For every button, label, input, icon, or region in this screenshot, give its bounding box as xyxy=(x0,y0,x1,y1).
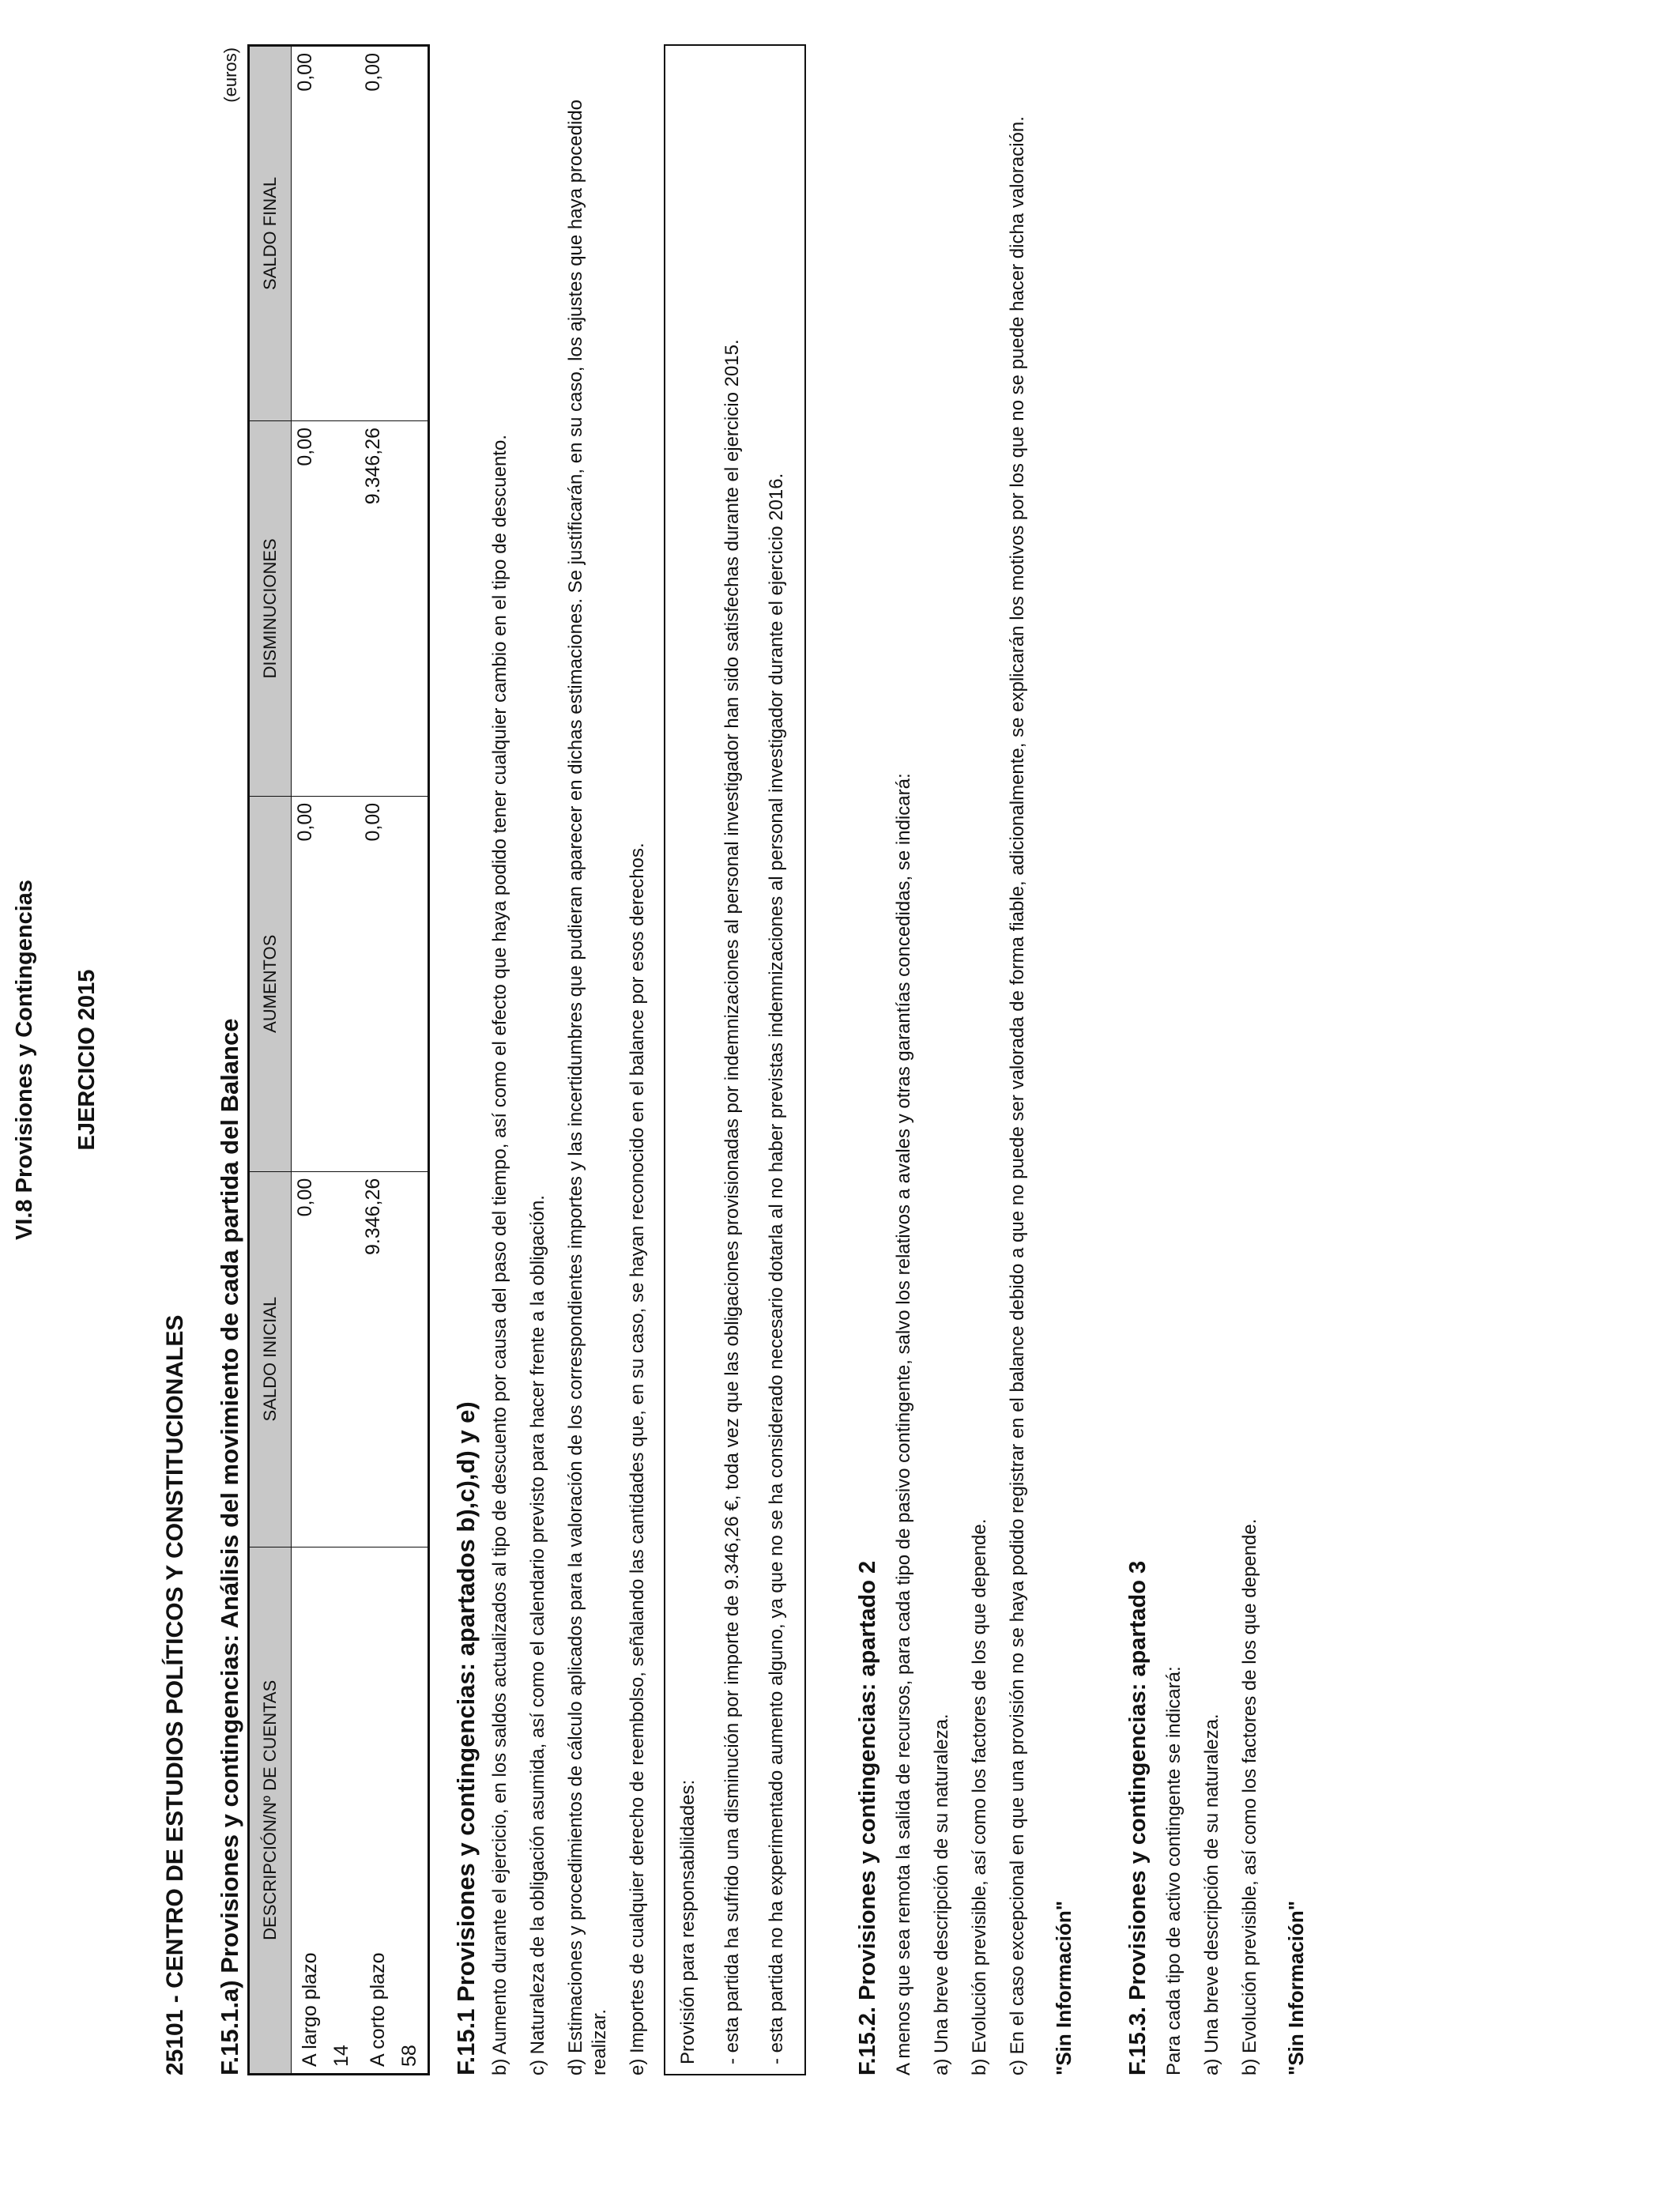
cell-saldo-final: 0,00 xyxy=(360,46,429,421)
section-3-item-a: a) Una breve descripción de su naturaleza. xyxy=(1201,1713,1222,2075)
cell-disminuciones: 9.346,26 xyxy=(360,420,429,796)
paragraph-d: d) Estimaciones y procedimientos de cálculo aplicados para la valoración de los correspondientes importes y las incertidumbres que pudieran aparecer en dichas estimaciones. Se justificarán, en su caso, los ajustes que haya procedido realizar. xyxy=(565,99,610,2075)
table-row-corto-plazo xyxy=(360,46,429,2075)
cell-saldo-final: 0,00 xyxy=(292,46,360,421)
paragraph-c: c) Naturaleza de la obligación asumida, así como el calendario previsto para hacer frente a la obligación. xyxy=(527,1195,548,2075)
entity-heading: 25101 - CENTRO DE ESTUDIOS POLÍTICOS Y CONSTITUCIONALES xyxy=(162,1314,188,2075)
responsibilities-box xyxy=(664,44,806,2075)
row-label: A corto plazo xyxy=(367,1952,389,2067)
currency-unit: (euros) xyxy=(220,47,240,103)
column-header-description: DESCRIPCIÓN/Nº DE CUENTAS xyxy=(249,1547,292,2074)
cell-aumentos: 0,00 xyxy=(360,796,429,1171)
column-header-aumentos: AUMENTOS xyxy=(249,796,292,1171)
row-account: 14 xyxy=(330,2045,352,2067)
section-3-intro: Para cada tipo de activo contingente se indicará: xyxy=(1163,1666,1185,2075)
table-header-row xyxy=(249,46,292,2075)
movements-table xyxy=(247,44,430,2075)
paragraph-b: b) Aumento durante el ejercicio, en los saldos actualizados al tipo de descuento por causa del paso del tiempo, así como el efecto que haya podido tener cualquier cambio en el tipo de descuento. xyxy=(489,435,510,2075)
row-account: 58 xyxy=(398,2045,420,2067)
section-2-item-a: a) Una breve descripción de su naturaleza. xyxy=(931,1713,952,2075)
box-line-decrease: - esta partida ha sufrido una disminución por importe de 9.346,26 €, toda vez que las obligaciones provisionadas por indemnizaciones al personal investigador han sido satisfechas durante el ejercicio 2015. xyxy=(721,339,743,2064)
section-2-item-c: c) En el caso excepcional en que una provisión no se haya podido registrar en el balance debido a que no puede ser valorada de forma fiable, adicionalmente, se explicarán los motivos por los que no se puede hacer dicha valoración. xyxy=(1007,116,1028,2075)
row-description xyxy=(292,1547,360,2074)
cell-aumentos: 0,00 xyxy=(292,796,360,1171)
document-content xyxy=(12,44,1309,2075)
section-3-title: F.15.3. Provisiones y contingencias: apartado 3 xyxy=(1125,1560,1151,2075)
box-line-no-increase: - esta partida no ha experimentado aumento alguno, ya que no se ha considerado necesario dotarla al no haber previstas indemnizaciones al personal investigador durante el ejercicio 2016. xyxy=(766,473,787,2064)
cell-saldo-inicial: 0,00 xyxy=(292,1171,360,1547)
column-header-saldo-inicial: SALDO INICIAL xyxy=(249,1171,292,1547)
box-heading: Provisión para responsabilidades: xyxy=(677,1779,699,2064)
section-2-title: F.15.2. Provisiones y contingencias: apartado 2 xyxy=(855,1560,880,2075)
cell-saldo-inicial: 9.346,26 xyxy=(360,1171,429,1547)
table-row-largo-plazo xyxy=(292,46,360,2075)
section-b-title: F.15.1 Provisiones y contingencias: apartados b),c),d) y e) xyxy=(452,1401,480,2075)
row-description xyxy=(360,1547,429,2074)
fiscal-year-title: EJERCICIO 2015 xyxy=(74,969,100,1151)
section-3-item-b: b) Evolución previsible, así como los factores de los que depende. xyxy=(1239,1518,1260,2075)
paragraph-e: e) Importes de cualquier derecho de reembolso, señalando las cantidades que, en su caso, se hayan reconocido en el balance por esos derechos. xyxy=(627,843,648,2075)
section-2-intro: A menos que sea remota la salida de recursos, para cada tipo de pasivo contingente, salvo los relativos a avales y otras garantías concedidas, se indicará: xyxy=(893,773,914,2075)
section-2-sin-informacion: "Sin Información" xyxy=(1052,1900,1075,2075)
page-title: VI.8 Provisiones y Contingencias xyxy=(12,879,37,1241)
section-a-title: F.15.1.a) Provisiones y contingencias: Análisis del movimiento de cada partida del Balance xyxy=(216,1018,243,2075)
cell-disminuciones: 0,00 xyxy=(292,420,360,796)
column-header-disminuciones: DISMINUCIONES xyxy=(249,420,292,796)
row-label: A largo plazo xyxy=(299,1952,321,2067)
section-a-header xyxy=(216,44,244,2075)
section-2-item-b: b) Evolución previsible, así como los factores de los que depende. xyxy=(969,1518,990,2075)
column-header-saldo-final: SALDO FINAL xyxy=(249,46,292,421)
section-3-sin-informacion: "Sin Información" xyxy=(1284,1900,1308,2075)
